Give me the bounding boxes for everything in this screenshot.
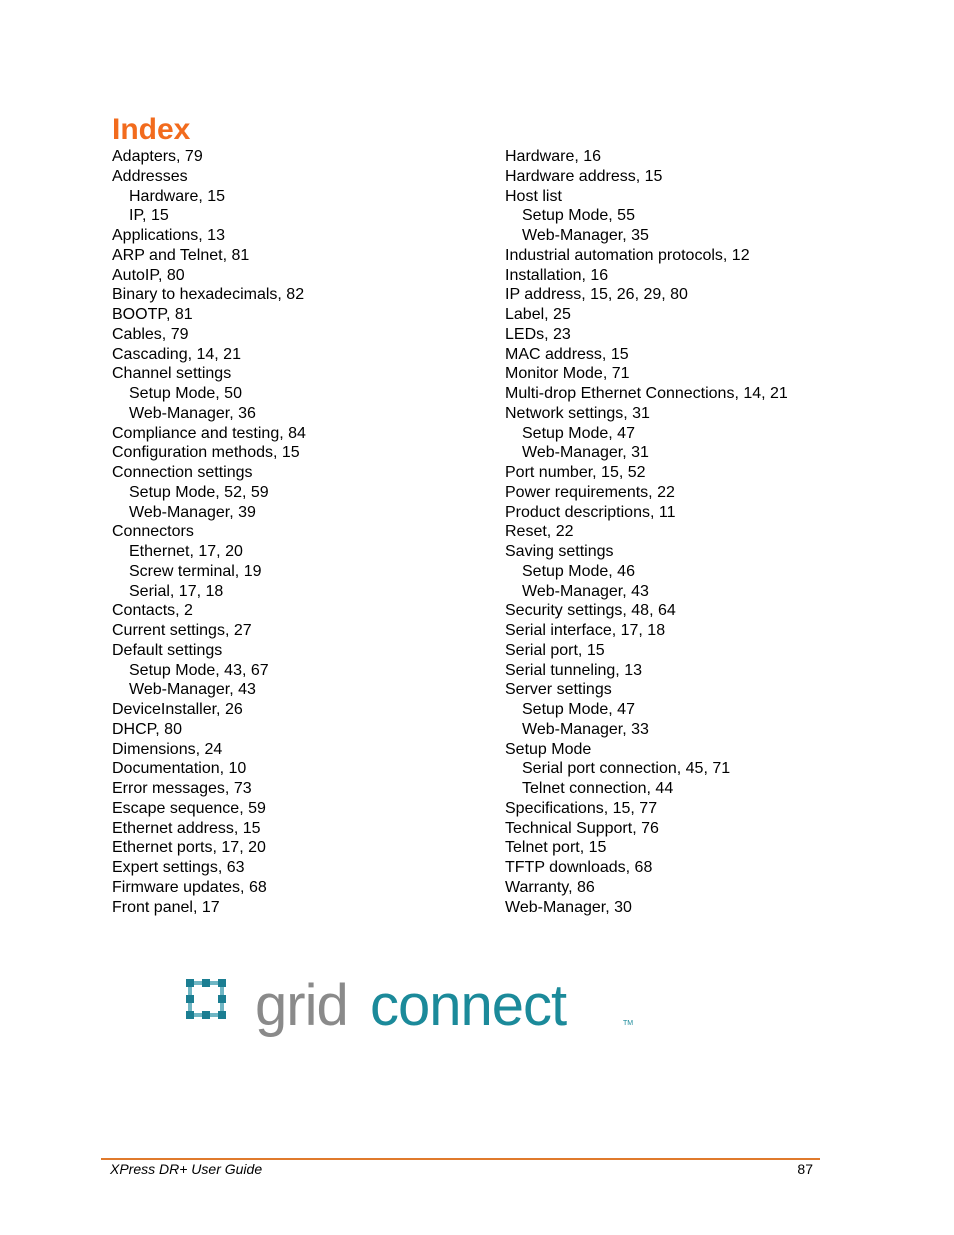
index-subentry: Setup Mode, 55 [522,207,635,225]
index-entry: Firmware updates, 68 [112,878,267,896]
index-subentry: Web-Manager, 35 [522,227,649,244]
index-entry: Serial port, 15 [505,641,605,659]
index-subentry: Web-Manager, 33 [522,720,649,738]
index-entry: Cascading, 14, 21 [112,345,241,363]
index-subentry: Web-Manager, 36 [129,404,256,422]
index-column-right [505,147,788,917]
footer-divider [101,1158,820,1160]
index-subentry: Ethernet, 17, 20 [129,543,243,560]
index-entry: Multi-drop Ethernet Connections, 14, 21 [505,385,788,402]
index-entry: Ethernet ports, 17, 20 [112,839,266,857]
index-entry: Documentation, 10 [112,760,247,778]
index-entry: Installation, 16 [505,266,609,284]
index-subentry: Hardware, 15 [129,187,226,205]
index-entry: Serial tunneling, 13 [505,661,642,679]
index-entry: Specifications, 15, 77 [505,799,658,817]
index-subentry: Setup Mode, 52, 59 [129,483,269,501]
index-entry: IP address, 15, 26, 29, 80 [505,286,688,304]
index-subentry: Telnet connection, 44 [522,780,674,797]
grid-mark-icon [186,979,226,1019]
index-column-left [112,147,306,917]
index-entry: DHCP, 80 [112,720,182,738]
footer-guide-title: XPress DR+ User Guide [110,1161,263,1177]
logo-connect-text: connect [370,975,567,1037]
index-entry: Port number, 15, 52 [505,464,646,481]
index-subentry: Serial, 17, 18 [129,582,224,600]
index-entry: LEDs, 23 [505,325,571,343]
index-subentry: Web-Manager, 43 [129,681,256,699]
index-entry: Connectors [112,523,194,541]
index-entry: Compliance and testing, 84 [112,424,306,442]
index-entry: Addresses [112,167,188,185]
index-entry: Escape sequence, 59 [112,799,266,817]
index-subentry: Web-Manager, 31 [522,444,649,462]
index-entry: Monitor Mode, 71 [505,365,630,383]
index-entry: Current settings, 27 [112,622,252,639]
logo-grid-text: grid [255,975,348,1037]
index-subentry: Setup Mode, 43, 67 [129,661,269,679]
index-entry: AutoIP, 80 [112,266,185,284]
page-title: Index [112,113,191,146]
index-entry: Connection settings [112,464,253,481]
index-subentry: Web-Manager, 43 [522,582,649,600]
index-subentry: IP, 15 [129,207,169,225]
index-entry: Label, 25 [505,306,571,323]
index-entry: Security settings, 48, 64 [505,602,676,620]
index-entry: Telnet port, 15 [505,839,607,857]
index-entry: Power requirements, 22 [505,483,675,501]
index-entry: BOOTP, 81 [112,306,193,323]
logo-tm-text: TM [623,1020,634,1027]
index-entry: Host list [505,187,562,205]
index-entry: ARP and Telnet, 81 [112,246,250,264]
index-entry: Saving settings [505,543,614,560]
index-entry: Front panel, 17 [112,898,220,916]
index-entry: Cables, 79 [112,325,189,343]
index-subentry: Web-Manager, 39 [129,503,256,521]
index-entry: Technical Support, 76 [505,819,659,837]
index-entry: Serial interface, 17, 18 [505,622,666,639]
index-subentry: Setup Mode, 46 [522,562,635,580]
index-entry: Default settings [112,641,223,659]
index-subentry: Setup Mode, 47 [522,701,635,718]
index-entry: Hardware, 16 [505,148,602,165]
index-entry: Web-Manager, 30 [505,898,632,916]
index-entry: Channel settings [112,365,232,383]
index-entry: Ethernet address, 15 [112,819,261,837]
index-subentry: Serial port connection, 45, 71 [522,760,731,778]
index-entry: Warranty, 86 [505,878,595,896]
index-entry: Expert settings, 63 [112,859,245,876]
index-entry: Network settings, 31 [505,404,650,422]
index-entry: Binary to hexadecimals, 82 [112,286,305,304]
index-entry: Reset, 22 [505,523,574,541]
index-entry: Hardware address, 15 [505,167,663,185]
index-entry: Applications, 13 [112,227,225,244]
index-entry: Adapters, 79 [112,148,203,165]
index-entry: DeviceInstaller, 26 [112,701,243,718]
index-entry: Setup Mode [505,740,592,758]
index-entry: Error messages, 73 [112,780,252,797]
index-entry: TFTP downloads, 68 [505,859,653,876]
index-subentry: Setup Mode, 47 [522,424,635,442]
index-entry: Configuration methods, 15 [112,444,300,462]
index-entry: Industrial automation protocols, 12 [505,246,750,264]
footer-page-number: 87 [797,1161,813,1177]
index-entry: Dimensions, 24 [112,740,223,758]
index-subentry: Screw terminal, 19 [129,562,262,580]
index-entry: Contacts, 2 [112,602,193,620]
index-entry: Product descriptions, 11 [505,503,676,521]
gridconnect-logo [183,975,643,1037]
index-subentry: Setup Mode, 50 [129,385,242,402]
index-entry: Server settings [505,681,612,699]
index-entry: MAC address, 15 [505,345,629,363]
